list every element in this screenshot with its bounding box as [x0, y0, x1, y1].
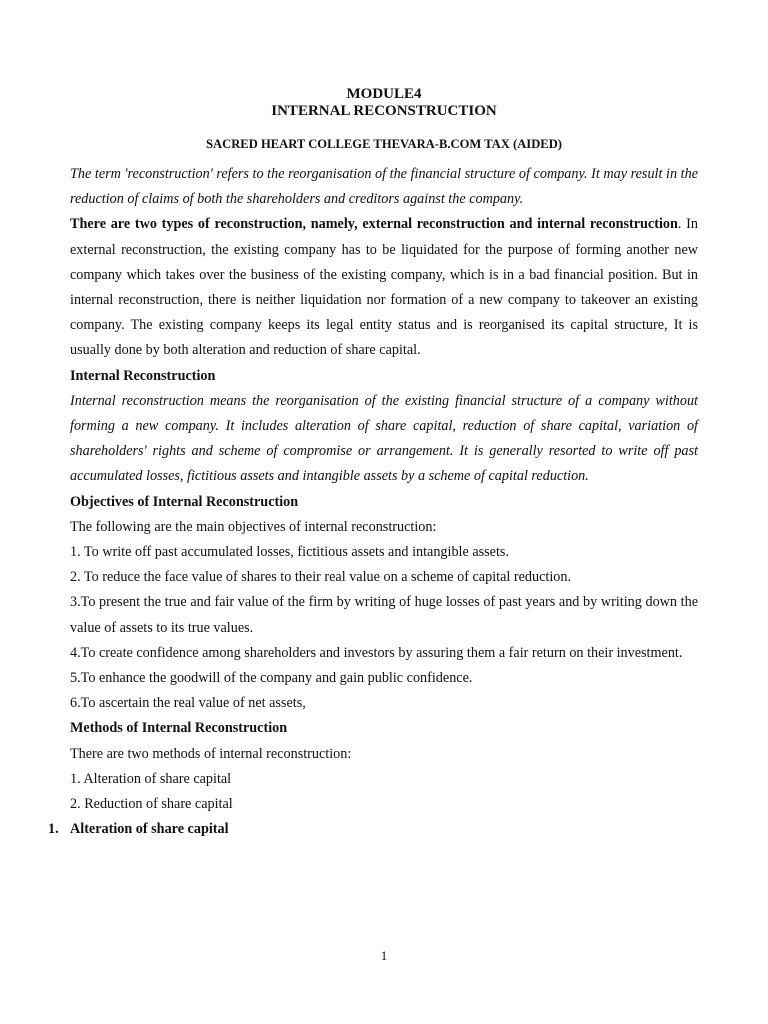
method-item: 1. Alteration of share capital — [70, 770, 232, 787]
types-rest: . In external reconstruction, the existing company has to be liquidated for the purpose of forming another new company which takes over the business of the existing company, which is in a bad financial position. But in internal reconstruction, there is neither liquidation nor formation of a new company to takeover an existing company. The existing company keeps its legal entity status and is reorganised its capital structure, It is usually done by both alteration and reduction of share capital. — [70, 216, 698, 359]
method-item: 2. Reduction of share capital — [70, 796, 233, 813]
internal-reconstruction-definition: Internal reconstruction means the reorganisation of the existing financial structure of a company without forming a new company. It includes alteration of share capital, reduction of share capital, variation of shareholders' rights and scheme of compromise or arrangement. It is generally resorted to write off past accumulated losses, fictitious assets and intangible assets by a scheme of capital reduction. — [70, 392, 698, 485]
college-name: SACRED HEART COLLEGE THEVARA-B.COM TAX (AIDED) — [206, 137, 562, 151]
objective-item: 4.To create confidence among shareholders and investors by assuring them a fair return on their investment. — [70, 644, 683, 661]
section-heading — [48, 817, 698, 842]
section-number: 1. — [48, 821, 59, 838]
module-label: MODULE4 — [346, 86, 422, 102]
section-title: Alteration of share capital — [70, 821, 229, 838]
page-content — [48, 86, 698, 842]
methods-intro: There are two methods of internal reconstruction: — [70, 745, 352, 762]
types-bold-lead: There are two types of reconstruction, namely, external reconstruction and internal reconstruction — [70, 216, 678, 233]
objective-item: 5.To enhance the goodwill of the company and gain public confidence. — [70, 670, 473, 687]
objective-item: 2. To reduce the face value of shares to their real value on a scheme of capital reduction. — [70, 569, 571, 586]
types-paragraph — [70, 212, 698, 363]
page-number: 1 — [380, 948, 388, 963]
objectives-heading: Objectives of Internal Reconstruction — [70, 493, 299, 510]
document-title: INTERNAL RECONSTRUCTION — [271, 103, 497, 119]
objectives-intro: The following are the main objectives of internal reconstruction: — [70, 518, 437, 535]
objective-item: 6.To ascertain the real value of net assets, — [70, 695, 306, 712]
objective-item: 1. To write off past accumulated losses, fictitious assets and intangible assets. — [70, 544, 509, 561]
internal-reconstruction-heading: Internal Reconstruction — [70, 367, 216, 384]
methods-heading: Methods of Internal Reconstruction — [70, 720, 288, 737]
objective-item: 3.To present the true and fair value of the firm by writing of huge losses of past years and by writing down the value of assets to its true values. — [70, 594, 698, 636]
intro-paragraph: The term 'reconstruction' refers to the reorganisation of the financial structure of company. It may result in the reduction of claims of both the shareholders and creditors against the company. — [70, 166, 698, 208]
